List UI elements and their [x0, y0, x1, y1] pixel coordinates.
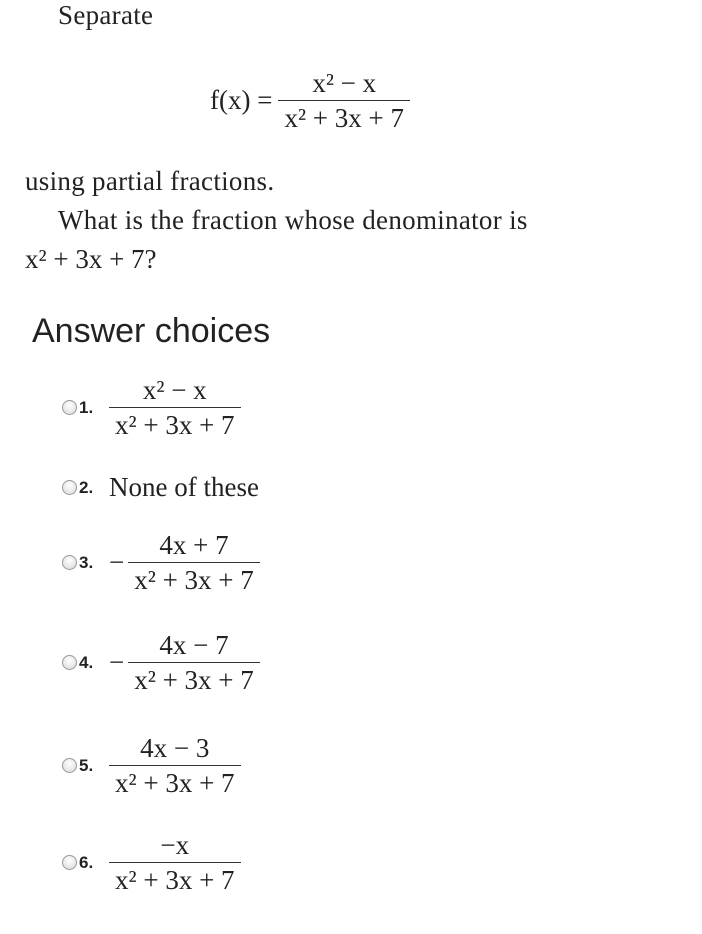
choice-numerator: 4x − 3: [140, 733, 210, 763]
choice-numerator: 4x − 7: [159, 630, 229, 660]
function-fraction: [278, 68, 410, 133]
choice-number: 4.: [79, 652, 94, 672]
answer-choice-3[interactable]: [62, 530, 260, 595]
answer-choice-2[interactable]: [62, 472, 259, 503]
function-lhs: f(x) =: [210, 85, 273, 115]
choice-number: 3.: [79, 552, 94, 572]
choice-denominator: x² + 3x + 7: [109, 765, 241, 798]
choice-numerator: −x: [160, 830, 190, 860]
choice-fraction: [109, 830, 241, 895]
minus-sign: −: [109, 647, 125, 677]
choice-text: None of these: [109, 472, 259, 502]
choice-number: 1.: [79, 397, 94, 417]
function-numerator: x² − x: [312, 68, 377, 98]
choice-denominator: x² + 3x + 7: [109, 407, 241, 440]
intro-text: Separate: [58, 0, 154, 30]
choice-number: 2.: [79, 477, 94, 497]
choice-fraction: [128, 630, 260, 695]
choice-fraction: [128, 530, 260, 595]
function-definition: [210, 68, 410, 133]
radio-button[interactable]: [62, 400, 77, 415]
choice-denominator: x² + 3x + 7: [128, 562, 260, 595]
answer-choice-5[interactable]: [62, 733, 241, 798]
minus-sign: −: [109, 547, 125, 577]
answer-choice-1[interactable]: [62, 375, 241, 440]
choice-denominator: x² + 3x + 7: [128, 662, 260, 695]
choice-fraction: [109, 733, 241, 798]
radio-button[interactable]: [62, 855, 77, 870]
choice-numerator: x² − x: [142, 375, 207, 405]
answer-choices-heading: Answer choices: [32, 312, 271, 350]
radio-button[interactable]: [62, 480, 77, 495]
choice-number: 6.: [79, 852, 94, 872]
choice-denominator: x² + 3x + 7: [109, 862, 241, 895]
instruction-text: using partial fractions.: [25, 166, 275, 196]
answer-choice-6[interactable]: [62, 830, 241, 895]
choice-fraction: [109, 375, 241, 440]
answer-choice-4[interactable]: [62, 630, 260, 695]
radio-button[interactable]: [62, 655, 77, 670]
radio-button[interactable]: [62, 555, 77, 570]
choice-number: 5.: [79, 755, 94, 775]
function-denominator: x² + 3x + 7: [278, 100, 410, 133]
prompt-line-1: What is the fraction whose denominator is: [58, 205, 528, 235]
choice-numerator: 4x + 7: [159, 530, 229, 560]
prompt-line-2: x² + 3x + 7?: [25, 244, 157, 274]
radio-button[interactable]: [62, 758, 77, 773]
